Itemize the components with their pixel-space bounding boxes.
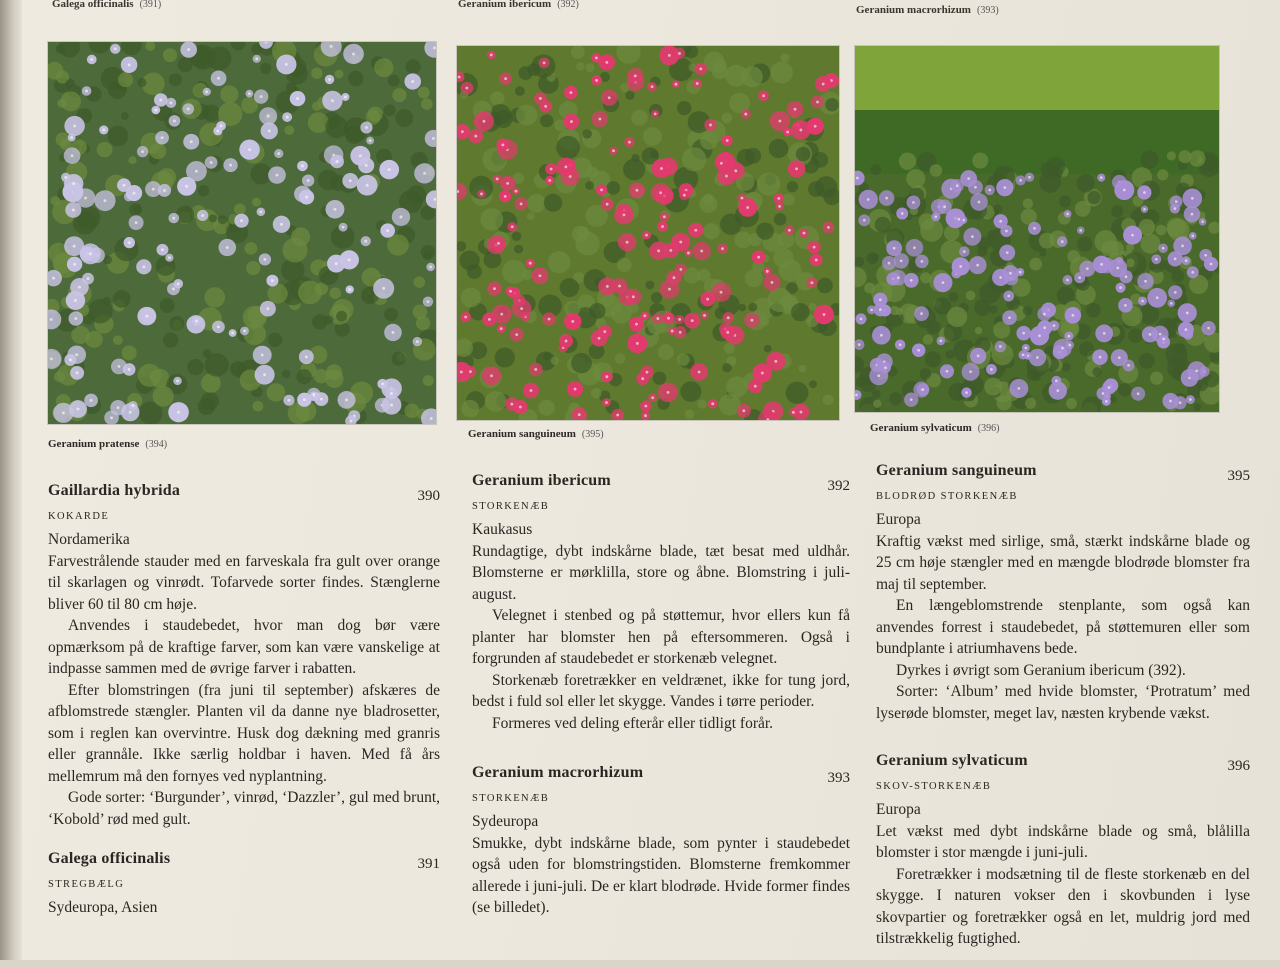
text-column	[472, 470, 850, 937]
book-spine	[0, 0, 22, 960]
top-caption	[458, 0, 579, 10]
plant-title: Galega officinalis	[48, 850, 171, 867]
photo-caption-num: (395)	[581, 429, 604, 440]
description-paragraph: Foretrækker i modsætning til de fleste storkenæb en del skygge. I naturen vokser den i skovbunden i lyse skovpartier og foretrækker også en let, muldrig jord med tilstrækkelig fugtighed.	[876, 865, 1250, 947]
top-caption-name: Geranium macrorhizum	[856, 4, 971, 16]
description-paragraph: Sorter: ‘Album’ med hvide blomster, ‘Protratum’ med lyserøde blomster, meget lav, næsten krybende vækst.	[876, 683, 1250, 722]
top-caption-name: Galega officinalis	[52, 0, 134, 10]
description-paragraph: Gode sorter: ‘Burgunder’, vinrød, ‘Dazzler’, gul med brunt, ‘Kobold’ rød med gult.	[48, 789, 440, 828]
description-paragraph: Dyrkes i øvrigt som Geranium ibericum (392).	[896, 661, 1186, 679]
plant-number: 391	[417, 856, 440, 872]
description-paragraph: Farvestrålende stauder med en farveskala fra gult over orange til skarlagen og vinrødt. Tofarvede sorter findes. Stænglerne bliver 60 til 80 cm høje.	[48, 552, 440, 613]
photo-caption-num: (394)	[145, 439, 168, 450]
flower-photo	[48, 42, 436, 424]
common-name: BLODRØD STORKENÆB	[876, 490, 1018, 502]
flower-bed-illustration	[855, 46, 1219, 412]
plant-origin: Sydeuropa	[472, 813, 539, 830]
plant-title: Geranium sanguineum	[876, 462, 1037, 479]
photo-caption	[48, 438, 167, 450]
photo-caption-name: Geranium pratense	[48, 438, 140, 450]
photo-caption	[468, 428, 604, 440]
plant-origin: Kaukasus	[472, 521, 533, 538]
photo-caption-name: Geranium sanguineum	[468, 428, 576, 440]
flower-photo	[457, 46, 839, 420]
description-paragraph: Efter blomstringen (fra juni til september) afskæres de afblomstrede stængler. Planten vil da danne nye bladrosetter, som i reglen kan overvintre. Husk dog dækning med granris eller grannåle. Ikke særlig holdbar i haven. Med få års mellemrum må den fornyes ved nyplantning.	[48, 681, 440, 785]
plant-number: 396	[1227, 758, 1250, 774]
common-name: STREGBÆLG	[48, 878, 125, 890]
plant-title: Gaillardia hybrida	[48, 482, 181, 499]
plant-entry	[48, 480, 440, 830]
plant-entry	[48, 848, 440, 919]
plant-title: Geranium sylvaticum	[876, 752, 1028, 769]
description-paragraph: En længeblomstrende stenplante, som også kan anvendes forrest i staudebedet, på støttemuren eller som bundplante i atriumhavens bede.	[876, 597, 1250, 657]
plant-origin: Nordamerika	[48, 531, 130, 548]
plant-number: 393	[827, 770, 850, 786]
description-paragraph: Anvendes i staudebedet, hvor man dog bør være opmærksom på de kraftige farver, som kan være vanskelige at indpasse sammen med de øvrige farver i rabatten.	[48, 617, 440, 677]
plant-entry	[876, 460, 1250, 724]
photo-caption-name: Geranium sylvaticum	[870, 422, 972, 434]
plant-title: Geranium macrorhizum	[472, 764, 644, 781]
plant-entry	[472, 762, 850, 919]
flower-bed-illustration	[457, 46, 839, 420]
common-name: STORKENÆB	[472, 792, 550, 804]
plant-entry	[876, 750, 1250, 950]
plant-number: 392	[827, 478, 850, 494]
description-paragraph: Smukke, dybt indskårne blade, som pynter i staudebedet også uden for blomstringstiden. Blomsterne fremkommer allerede i juni-juli. De er klart blodrøde. Hvide former findes (se billedet).	[472, 834, 850, 916]
photo-caption	[870, 422, 999, 434]
photo-caption-num: (396)	[977, 423, 1000, 434]
plant-entry	[472, 470, 850, 734]
top-caption	[856, 4, 999, 16]
common-name: STORKENÆB	[472, 500, 550, 512]
common-name: SKOV-STORKENÆB	[876, 780, 992, 792]
description-paragraph: Let vækst med dybt indskårne blade og små, blålilla blomster i stor mængde i juni-juli.	[876, 822, 1250, 861]
description-paragraph: Storkenæb foretrækker en veldrænet, ikke for tung jord, bedst i fuld sol eller let skygge. Vandes i tørre perioder.	[472, 671, 850, 710]
description-paragraph: Rundagtige, dybt indskårne blade, tæt besat med uldhår. Blomsterne er mørklilla, store og åbne. Blomstring i juli-august.	[472, 542, 850, 603]
top-caption-num: (392)	[557, 0, 579, 10]
description-paragraph: Velegnet i stenbed og på støttemur, hvor ellers kun få planter har blomster hen på eftersommeren. Også i forgrunden af staudebedet er storkenæb velegnet.	[472, 607, 850, 667]
text-column	[48, 480, 440, 937]
plant-origin: Europa	[876, 801, 921, 818]
plant-title: Geranium ibericum	[472, 472, 611, 489]
flower-bed-illustration	[48, 42, 436, 424]
top-caption-num: (393)	[976, 5, 999, 16]
plant-number: 390	[417, 488, 440, 504]
top-caption-num: (391)	[139, 0, 162, 10]
plant-number: 395	[1227, 468, 1250, 484]
description-paragraph: Formeres ved deling efterår eller tidligt forår.	[492, 714, 774, 732]
plant-origin: Sydeuropa, Asien	[48, 899, 158, 916]
common-name: KOKARDE	[48, 510, 110, 522]
flower-photo	[855, 46, 1219, 412]
plant-origin: Europa	[876, 511, 921, 528]
top-caption	[52, 0, 161, 10]
top-caption-name: Geranium ibericum	[458, 0, 552, 10]
text-column	[876, 460, 1250, 968]
description-paragraph: Kraftig vækst med sirlige, små, stærkt indskårne blade og 25 cm høje stængler med en mængde blodrøde blomster fra maj til september.	[876, 532, 1250, 593]
